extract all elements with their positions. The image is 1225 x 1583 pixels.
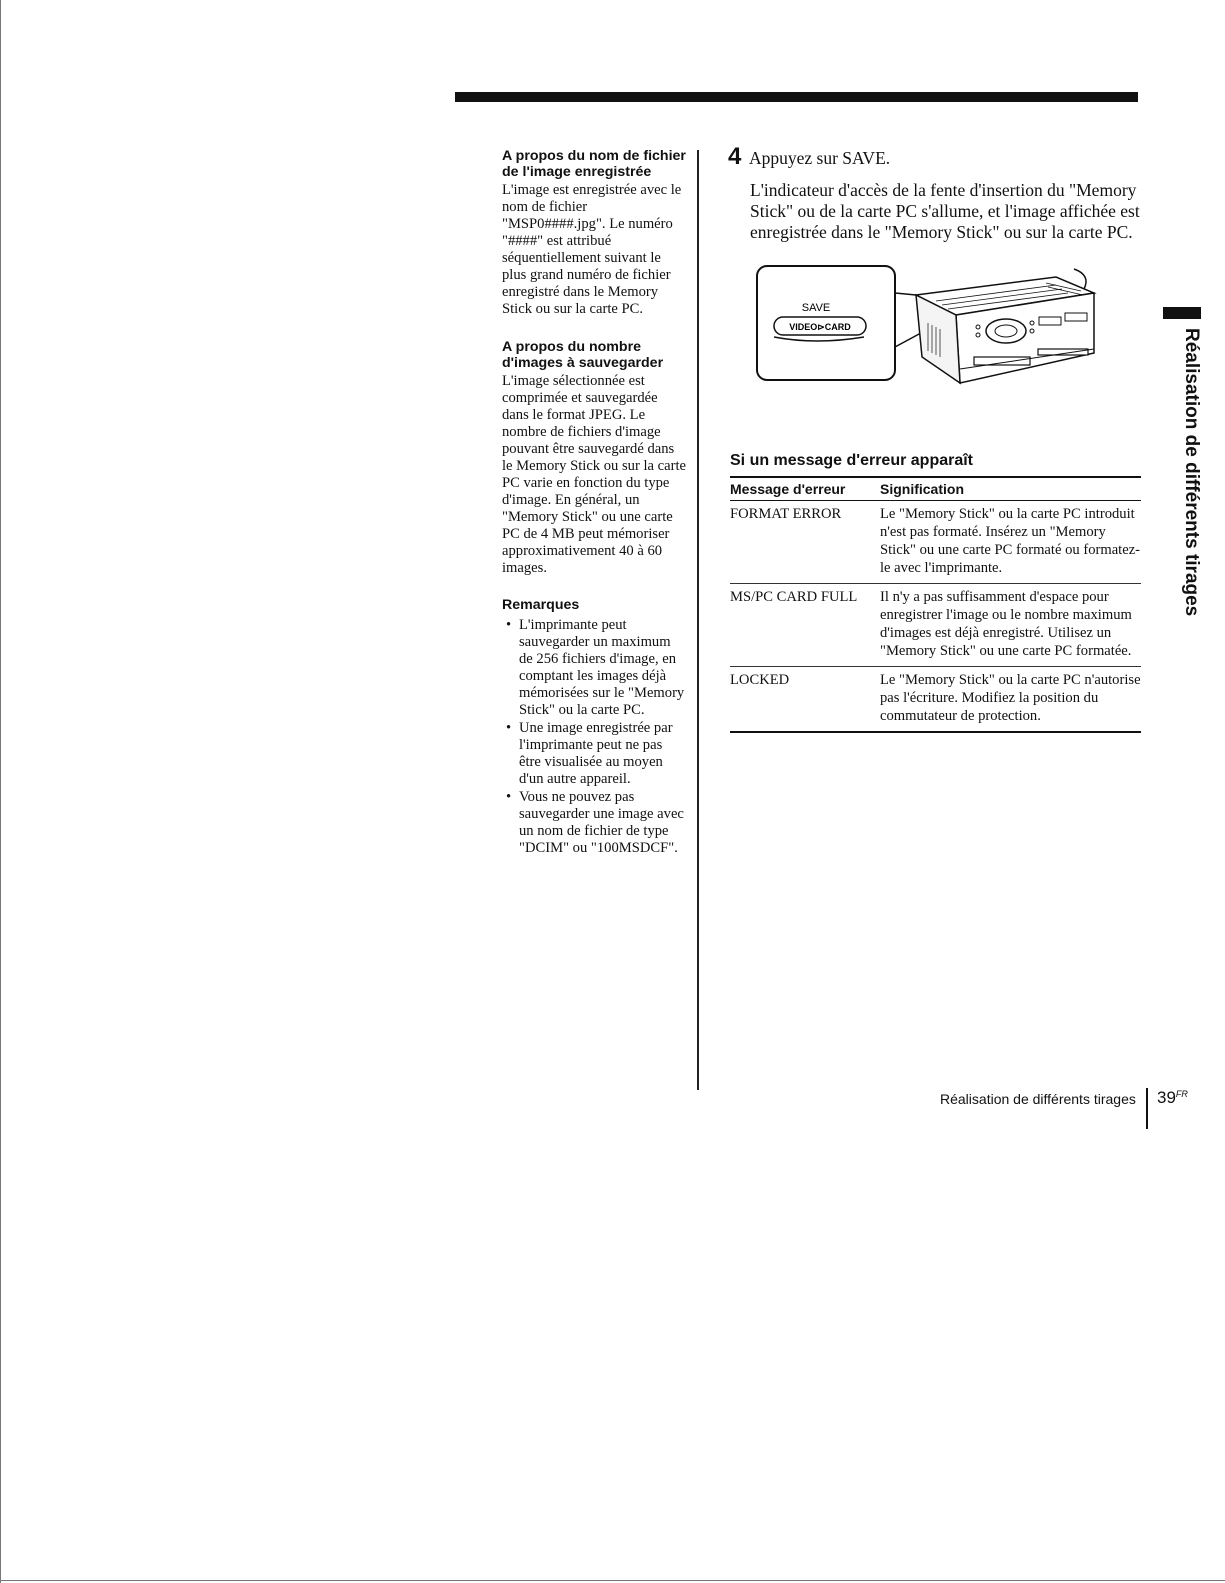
error-message: LOCKED bbox=[730, 667, 880, 733]
sidebar-notes bbox=[502, 148, 687, 858]
error-table-title: Si un message d'erreur apparaît bbox=[730, 452, 974, 469]
error-table bbox=[730, 476, 1141, 733]
page-edge-bottom bbox=[0, 1580, 1225, 1581]
note-text: Une image enregistrée par l'imprimante peut ne pas être visualisée au moyen d'un autre appareil. bbox=[519, 720, 673, 787]
bullet-icon: • bbox=[506, 617, 512, 633]
section-image-count bbox=[502, 339, 687, 577]
error-message: MS/PC CARD FULL bbox=[730, 584, 880, 667]
step-number: 4 bbox=[728, 143, 742, 170]
list-item bbox=[502, 789, 687, 857]
error-meaning: Le "Memory Stick" ou la carte PC introduit n'est pas formaté. Insérez un "Memory Stick" ou une carte PC formaté ou formatez-le avec l'imprimante. bbox=[880, 501, 1141, 584]
header-rule bbox=[455, 92, 1138, 102]
page-number-value: 39 bbox=[1157, 1088, 1176, 1107]
page-edge-left bbox=[0, 0, 1, 1583]
error-meaning: Le "Memory Stick" ou la carte PC n'autorise pas l'écriture. Modifiez la position du commutateur de protection. bbox=[880, 667, 1141, 733]
section-heading: A propos du nombre d'images à sauvegarder bbox=[502, 339, 664, 371]
column-divider bbox=[697, 150, 699, 1090]
table-header-row bbox=[730, 477, 1141, 501]
section-body: L'image sélectionnée est comprimée et sauvegardée dans le format JPEG. Le nombre de fichiers d'image pouvant être sauvegardé dans le Memory Stick ou sur la carte PC varie en fonction du type d'image. En général, un "Memory Stick" ou une carte PC de 4 MB peut mémoriser approximativement 40 à 60 images. bbox=[502, 373, 686, 576]
step-heading bbox=[728, 143, 1140, 171]
error-message: FORMAT ERROR bbox=[730, 501, 880, 584]
page-number-suffix: FR bbox=[1175, 1089, 1188, 1099]
section-file-name bbox=[502, 148, 687, 318]
notes-heading: Remarques bbox=[502, 597, 580, 613]
section-heading: A propos du nom de fichier de l'image enregistrée bbox=[502, 148, 686, 180]
step-title: Appuyez sur SAVE. bbox=[749, 148, 891, 168]
printer-illustration-icon bbox=[756, 265, 1146, 405]
table-row bbox=[730, 501, 1141, 584]
footer-section-title: Réalisation de différents tirages bbox=[940, 1091, 1136, 1107]
note-text: L'imprimante peut sauvegarder un maximum de 256 fichiers d'image, en comptant les images déjà mémorisées sur le "Memory Stick" ou la carte PC. bbox=[519, 617, 685, 718]
bullet-icon: • bbox=[506, 789, 512, 805]
list-item bbox=[502, 617, 687, 719]
section-body: L'image est enregistrée avec le nom de fichier "MSP0####.jpg". Le numéro "####" est attribué séquentiellement suivant le plus grand numéro de fichier enregistré dans le Memory Stick ou sur la carte PC. bbox=[502, 182, 682, 317]
column-header: Signification bbox=[880, 477, 1141, 501]
save-button-sub: VIDEO⊳CARD bbox=[789, 322, 851, 332]
list-item bbox=[502, 720, 687, 788]
step-description: L'indicateur d'accès de la fente d'insertion du "Memory Stick" ou de la carte PC s'allume, et l'image affichée est enregistrée dans le "Memory Stick" ou sur la carte PC. bbox=[750, 180, 1140, 242]
page-number bbox=[1157, 1088, 1188, 1108]
table-row bbox=[730, 667, 1141, 733]
main-content bbox=[728, 143, 1140, 243]
bullet-icon: • bbox=[506, 720, 512, 736]
footer-separator bbox=[1146, 1088, 1148, 1129]
save-label: SAVE bbox=[801, 302, 831, 314]
side-tab-label: Réalisation de différents tirages bbox=[1181, 328, 1202, 617]
notes-list bbox=[502, 617, 687, 857]
table-row bbox=[730, 584, 1141, 667]
note-text: Vous ne pouvez pas sauvegarder une image avec un nom de fichier de type "DCIM" ou "100MSDCF". bbox=[519, 789, 684, 856]
error-meaning: Il n'y a pas suffisamment d'espace pour enregistrer l'image ou le nombre maximum d'images est déjà enregistré. Utilisez un "Memory Stick" ou une carte PC formatée. bbox=[880, 584, 1141, 667]
section-notes bbox=[502, 597, 687, 857]
column-header: Message d'erreur bbox=[730, 477, 880, 501]
side-tab-marker bbox=[1163, 307, 1201, 319]
